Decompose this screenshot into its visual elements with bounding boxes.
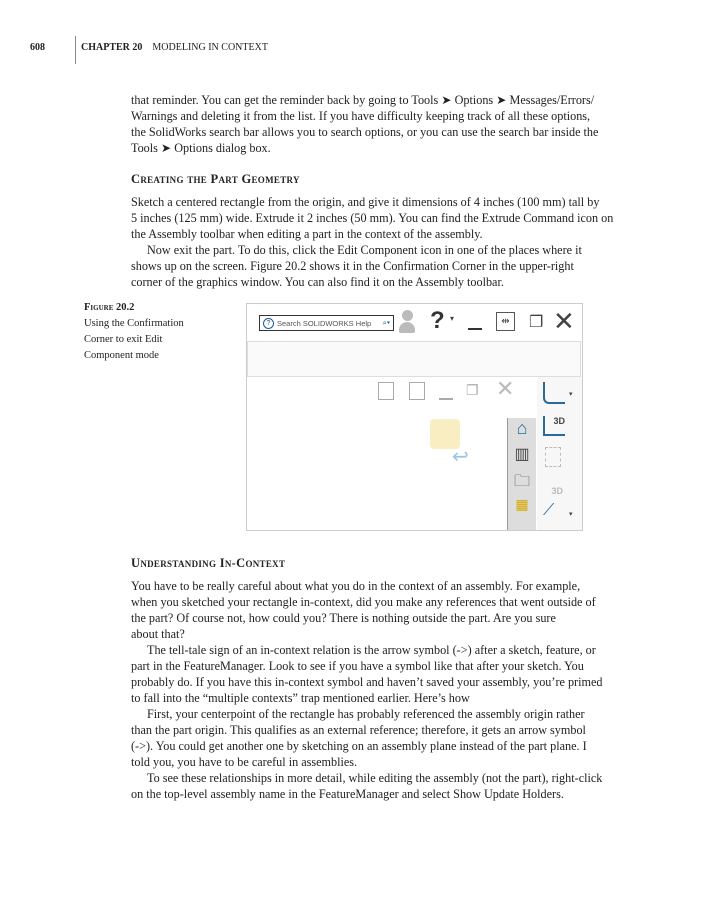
measure-icon[interactable]: ⟋ (543, 502, 555, 519)
caption-line: Component mode (84, 350, 159, 361)
restore-icon: ❐ (529, 314, 544, 331)
minimize-icon (468, 328, 482, 330)
text-line: that reminder. You can get the reminder back by going to Tools ➤ Options ➤ Messages/Errors/ (131, 93, 595, 107)
dropdown-icon: ▾ (569, 511, 573, 518)
header-divider (75, 36, 76, 64)
search-icon: ⌕▾ (382, 318, 390, 327)
text-line: on the top-level assembly name in the FeatureManager and select Show Update Holders. (131, 787, 564, 801)
figure-screenshot (246, 303, 583, 531)
close-doc-icon: ✕ (496, 376, 515, 401)
text-line: Sketch a centered rectangle from the origin, and give it dimensions of 4 inches (100 mm) tall by (131, 195, 600, 209)
caption-line: Corner to exit Edit (84, 334, 163, 345)
text-line: First, your centerpoint of the rectangle has probably referenced the assembly origin rather (147, 707, 585, 721)
text-line: The tell-tale sign of an in-context relation is the arrow symbol (->) after a sketch, feature, or (147, 643, 596, 657)
tile-right-icon (409, 382, 425, 400)
section-view-icon[interactable] (545, 447, 561, 467)
text-line: Tools ➤ Options dialog box. (131, 141, 271, 155)
3d-view-icon[interactable]: 3D (543, 416, 565, 436)
text-line: the SolidWorks search bar allows you to search options, or you can use the search bar inside the (131, 125, 599, 139)
text-line: when you sketched your rectangle in-context, did you make any references that went outside of (131, 595, 596, 609)
text-line: Warnings and deleting it from the list. If you have difficulty keeping track of all these options, (131, 109, 591, 123)
figure-label: Figure 20.2 (84, 302, 135, 313)
figure-caption (84, 300, 184, 364)
help-menu-icon: ? (430, 307, 445, 334)
view-grid-icon[interactable] (543, 382, 565, 404)
command-ribbon (247, 341, 581, 377)
chevron-down-icon: ▾ (450, 314, 455, 323)
help-search-box (259, 315, 394, 331)
user-icon (399, 310, 415, 334)
text-line: (->). You could get another one by sketching on an assembly plane instead of the part plane. I (131, 739, 587, 753)
return-arrow-icon: ↩ (452, 446, 469, 468)
text-line: the part? Of course not, how could you? There is nothing outside the part. Are you sure (131, 611, 556, 625)
folder-icon[interactable]: 🗀 (513, 473, 530, 490)
tile-left-icon (378, 382, 394, 400)
palette-icon[interactable]: ▦ (515, 496, 529, 512)
dropdown-icon: ▾ (569, 391, 573, 398)
text-line: part in the FeatureManager. Look to see if you have a symbol like that after your sketch. You (131, 659, 584, 673)
page-number: 608 (30, 42, 45, 53)
home-icon[interactable]: ⌂ (516, 418, 528, 438)
section-heading: Creating the Part Geometry (131, 172, 300, 186)
tile-icon: ⇹ (496, 312, 515, 331)
task-pane-tabs (507, 418, 536, 530)
library-icon[interactable]: ▥ (514, 446, 530, 463)
restore-doc-icon: ❐ (466, 382, 479, 398)
text-line: than the part origin. This qualifies as an external reference; therefore, it gets an arrow symbol (131, 723, 586, 737)
text-line: 5 inches (125 mm) wide. Extrude it 2 inches (50 mm). You can find the Extrude Command icon on (131, 211, 614, 225)
text-line: corner of the graphics window. You can also find it on the Assembly toolbar. (131, 275, 504, 289)
text-line: shows up on the screen. Figure 20.2 shows it in the Confirmation Corner in the upper-right (131, 259, 574, 273)
text-line: to fall into the “multiple contexts” trap mentioned earlier. Here’s how (131, 691, 470, 705)
text-line: told you, you have to be careful in assemblies. (131, 755, 358, 769)
text-line: about that? (131, 627, 185, 641)
text-line: Now exit the part. To do this, click the Edit Component icon in one of the places where it (147, 243, 582, 257)
chapter-label: CHAPTER 20 (81, 42, 143, 53)
intro-paragraph (131, 92, 598, 156)
help-icon: ? (263, 318, 274, 329)
3d-disabled-icon[interactable]: 3D (551, 486, 563, 496)
minimize-doc-icon (439, 398, 453, 400)
text-line: the Assembly toolbar when editing a part in the context of the assembly. (131, 227, 483, 241)
text-line: probably do. If you have this in-context symbol and haven’t saved your assembly, you’re primed (131, 675, 603, 689)
chapter-title: MODELING IN CONTEXT (152, 42, 268, 53)
caption-line: Using the Confirmation (84, 318, 184, 329)
running-header (30, 42, 268, 53)
close-icon: ✕ (553, 306, 575, 336)
paragraph (131, 578, 602, 802)
text-line: You have to be really careful about what you do in the context of an assembly. For example, (131, 579, 581, 593)
paragraph (131, 194, 613, 290)
section-heading: Understanding In-Context (131, 556, 286, 570)
search-placeholder: Search SOLIDWORKS Help (277, 318, 372, 328)
text-line: To see these relationships in more detail, while editing the assembly (not the part), right-click (147, 771, 603, 785)
